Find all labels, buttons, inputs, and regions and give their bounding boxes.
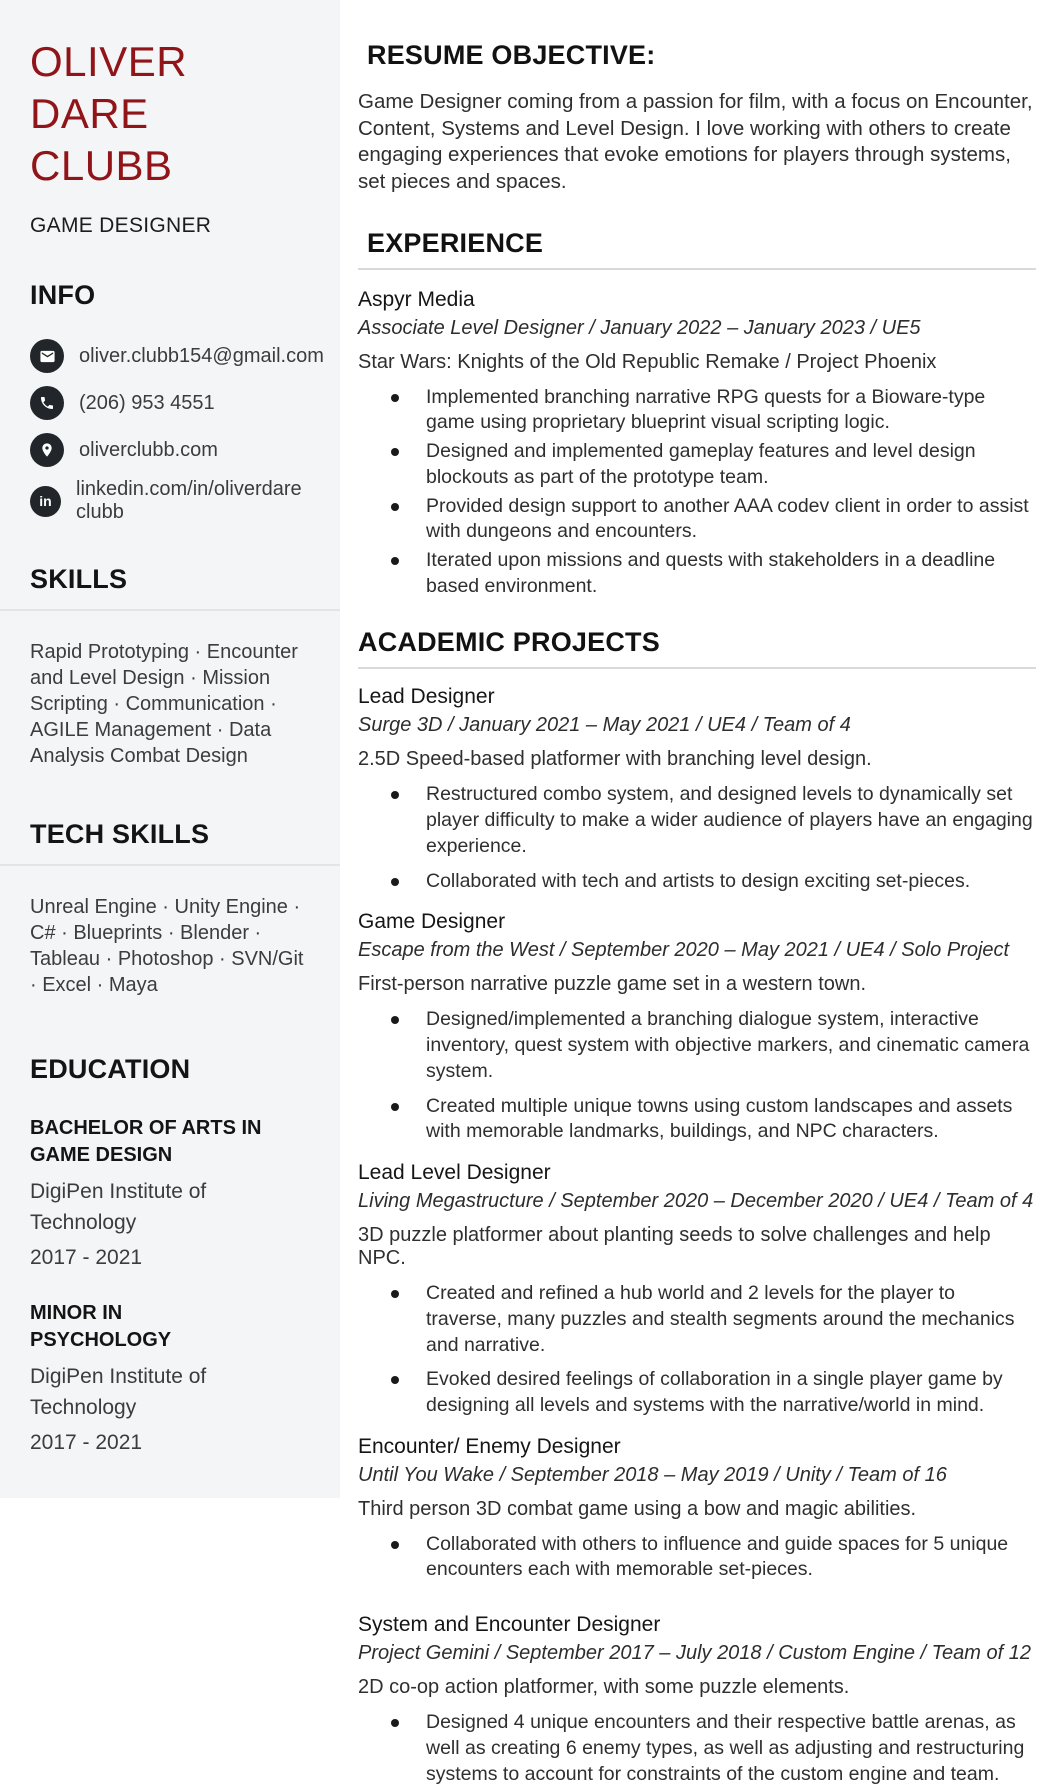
- sidebar: [0, 0, 340, 1498]
- entry-summary: Star Wars: Knights of the Old Republic Remake / Project Phoenix: [358, 350, 937, 373]
- person-name-line: CLUBB: [30, 142, 173, 190]
- contact-row-website: [30, 431, 310, 469]
- bullet-item: Evoked desired feelings of collaboration in a single player game by designing all levels and systems with the narrative/world in mind.: [358, 1367, 1036, 1418]
- bullet-item: Created multiple unique towns using custom landscapes and assets with memorable landmarks, buildings, and NPC characters.: [358, 1094, 1036, 1145]
- skills-text: Rapid Prototyping · Encounter and Level Design · Mission Scripting · Communication · AGILE Management · Data Analysis Combat Design: [30, 641, 298, 768]
- role-line: Surge 3D / January 2021 – May 2021 / UE4 / Team of 4: [358, 714, 851, 737]
- project-entry: [358, 1161, 1036, 1419]
- entry-summary: 3D puzzle platformer about planting seeds to solve challenges and help NPC.: [358, 1224, 991, 1270]
- education-dates: 2017 - 2021: [30, 1430, 143, 1454]
- bullet-item: Restructured combo system, and designed levels to dynamically set player difficulty to make a wider audience of players have an engaging experience.: [358, 782, 1036, 859]
- project-entry: [358, 910, 1036, 1145]
- role-line: Living Megastructure / September 2020 – December 2020 / UE4 / Team of 4: [358, 1190, 1034, 1213]
- linkedin-icon: in: [30, 486, 61, 517]
- email-icon: [30, 339, 64, 373]
- person-name-line: DARE: [30, 90, 149, 138]
- tech-skills-divider: [0, 864, 340, 866]
- project-bullets: [358, 782, 1036, 894]
- entry-summary: 2D co-op action platformer, with some puzzle elements.: [358, 1676, 850, 1699]
- role-line: Until You Wake / September 2018 – May 2019 / Unity / Team of 16: [358, 1463, 947, 1486]
- project-bullets: [358, 1007, 1036, 1145]
- linkedin-value: linkedin.com/in/oliverdare clubb: [76, 478, 302, 524]
- school-name: DigiPen Institute of Technology: [30, 1180, 207, 1234]
- entry-summary: Third person 3D combat game using a bow and magic abilities.: [358, 1497, 917, 1520]
- bullet-item: Collaborated with others to influence and guide spaces for 5 unique encounters each with memorable set-pieces.: [358, 1532, 1036, 1583]
- main-content: [340, 0, 1058, 1787]
- role-line: Escape from the West / September 2020 – May 2021 / UE4 / Solo Project: [358, 939, 1010, 962]
- bullet-item: Designed 4 unique encounters and their respective battle arenas, as well as creating 6 enemy types, as well as adjusting and restructuring systems to account for constraints of the custom engine and team.: [358, 1710, 1036, 1787]
- role-line: Associate Level Designer / January 2022 – January 2023 / UE5: [358, 316, 921, 339]
- bullet-item: Designed/implemented a branching dialogue system, interactive inventory, quest system with objective markers, and cinematic camera system.: [358, 1007, 1036, 1084]
- experience-entry: [358, 288, 1036, 600]
- education-entry: [30, 1115, 310, 1270]
- website-value: oliverclubb.com: [79, 438, 218, 461]
- phone-icon: [30, 386, 64, 420]
- bullet-item: Designed and implemented gameplay features and level design blockouts as part of the prototype team.: [358, 439, 1036, 490]
- project-role-title: Lead Level Designer: [358, 1161, 551, 1185]
- degree-title: BACHELOR OF ARTS IN GAME DESIGN: [30, 1117, 262, 1167]
- project-role-title: System and Encounter Designer: [358, 1613, 661, 1637]
- email-value: oliver.clubb154@gmail.com: [79, 344, 324, 367]
- project-entry: [358, 1435, 1036, 1583]
- person-name-line: OLIVER: [30, 38, 188, 85]
- contact-row-email: [30, 337, 324, 375]
- project-entry: [358, 685, 1036, 894]
- school-name: DigiPen Institute of Technology: [30, 1365, 207, 1419]
- contact-row-linkedin: [30, 478, 310, 524]
- project-entry: [358, 1613, 1036, 1787]
- project-bullets: [358, 1532, 1036, 1583]
- company-name: Aspyr Media: [358, 287, 475, 311]
- objective-heading: RESUME OBJECTIVE:: [367, 40, 656, 70]
- bullet-item: Collaborated with tech and artists to design exciting set-pieces.: [358, 869, 1036, 895]
- role-line: Project Gemini / September 2017 – July 2018 / Custom Engine / Team of 12: [358, 1642, 1031, 1665]
- bullet-item: Provided design support to another AAA codev client in order to assist with dungeons and encounters.: [358, 494, 1036, 545]
- contact-row-phone: [30, 384, 310, 422]
- experience-divider: [358, 268, 1036, 270]
- project-role-title: Game Designer: [358, 910, 506, 934]
- person-name: [30, 36, 310, 192]
- bullet-item: Implemented branching narrative RPG quests for a Bioware-type game using proprietary blueprint visual scripting logic.: [358, 385, 1036, 436]
- project-bullets: [358, 1281, 1036, 1419]
- project-bullets: [358, 1710, 1036, 1787]
- education-entry: [30, 1300, 310, 1455]
- education-dates: 2017 - 2021: [30, 1246, 143, 1270]
- bullet-item: Created and refined a hub world and 2 levels for the player to traverse, many puzzles and stealth segments around the mechanics and narrative.: [358, 1281, 1036, 1358]
- job-title: GAME DESIGNER: [30, 214, 212, 238]
- project-role-title: Encounter/ Enemy Designer: [358, 1434, 621, 1458]
- entry-summary: 2.5D Speed-based platformer with branching level design.: [358, 748, 872, 771]
- project-role-title: Lead Designer: [358, 685, 495, 709]
- bullet-item: Iterated upon missions and quests with stakeholders in a deadline based environment.: [358, 548, 1036, 599]
- tech-skills-text: Unreal Engine · Unity Engine · C# · Blueprints · Blender · Tableau · Photoshop · SVN/Git · Excel · Maya: [30, 896, 304, 997]
- phone-value: (206) 953 4551: [79, 391, 215, 414]
- tech-skills-heading: TECH SKILLS: [30, 819, 210, 850]
- degree-title: MINOR IN PSYCHOLOGY: [30, 1302, 172, 1352]
- skills-heading: SKILLS: [30, 564, 128, 595]
- entry-summary: First-person narrative puzzle game set in a western town.: [358, 973, 866, 996]
- experience-heading: EXPERIENCE: [367, 227, 544, 258]
- location-icon: [30, 433, 64, 467]
- education-heading: EDUCATION: [30, 1054, 191, 1085]
- skills-divider: [0, 609, 340, 611]
- projects-heading: ACADEMIC PROJECTS: [358, 627, 660, 658]
- info-heading: INFO: [30, 280, 96, 311]
- contact-list: [30, 337, 324, 524]
- experience-bullets: [358, 385, 1036, 600]
- projects-divider: [358, 667, 1036, 669]
- objective-text: Game Designer coming from a passion for film, with a focus on Encounter, Content, Systems and Level Design. I love working with others to create engaging experiences that evoke emotions for players through systems, set pieces and spaces.: [358, 90, 1033, 193]
